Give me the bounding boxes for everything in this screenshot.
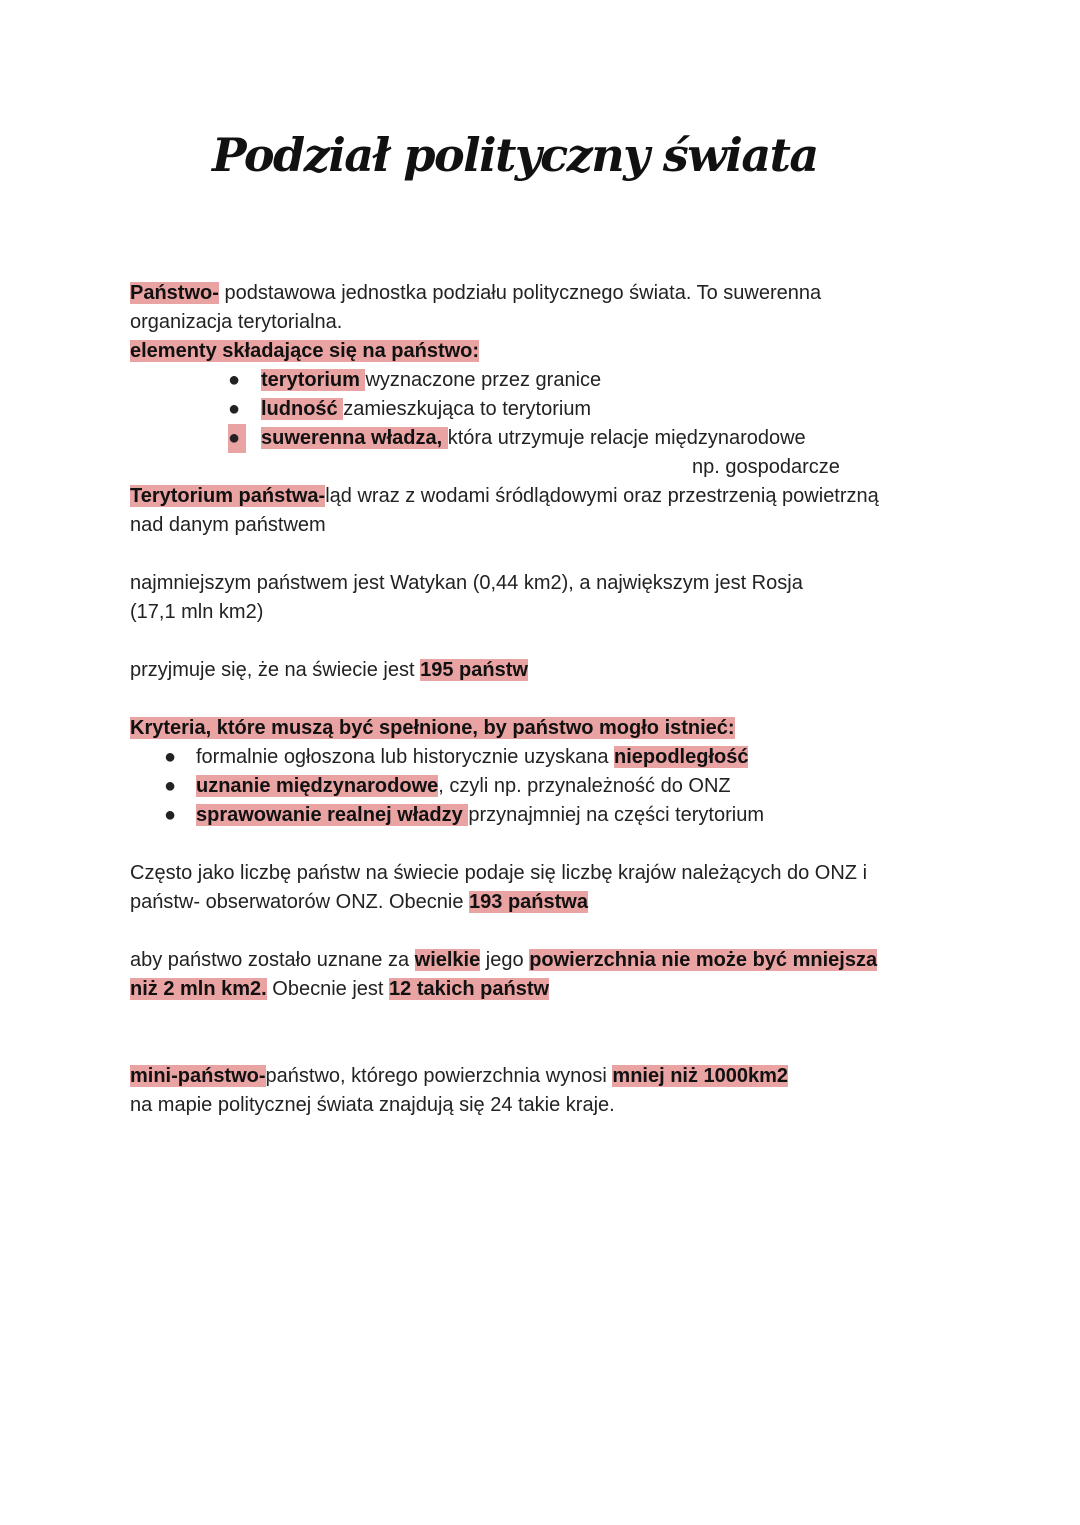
mini-term: mini-państwo- <box>130 1065 266 1087</box>
list-item <box>130 366 960 395</box>
bullet-icon: ● <box>164 775 177 797</box>
criteria-heading-text: Kryteria, które muszą być spełnione, by państwo mogło istnieć: <box>130 717 735 739</box>
definition-text: ląd wraz z wodami śródlądowymi oraz przestrzenią powietrzną <box>325 485 879 507</box>
list-item-text: przynajmniej na części terytorium <box>468 804 764 826</box>
list-item-term: suwerenna władza, <box>261 427 448 449</box>
list-item <box>130 743 960 772</box>
list-item-text: , czyli np. przynależność do ONZ <box>438 775 731 797</box>
list-item-term: ludność <box>261 398 344 420</box>
onz-value: 193 państwa <box>469 891 588 913</box>
list-item-term: terytorium <box>261 369 366 391</box>
list-item <box>130 801 960 830</box>
bullet-icon: ● <box>228 369 241 391</box>
definition-text: podstawowa jednostka podziału politycznego świata. To suwerenna <box>218 282 822 304</box>
elements-heading <box>130 337 960 366</box>
onz-fact-cont <box>130 888 960 917</box>
big-criterion: niż 2 mln km2. <box>130 978 267 1000</box>
definition-state <box>130 279 960 308</box>
big-state-fact <box>130 946 960 975</box>
list-item-continuation: np. gospodarcze <box>692 456 840 478</box>
big-state-fact-cont <box>130 975 960 1004</box>
big-count: 12 takich państw <box>389 978 550 1000</box>
term-territory: Terytorium państwa- <box>130 485 326 507</box>
mini-text: państwo, którego powierzchnia wynosi <box>265 1065 613 1087</box>
mini-state-fact <box>130 1062 960 1091</box>
bullet-icon: ● <box>164 804 177 826</box>
onz-fact: Często jako liczbę państw na świecie podaje się liczbę krajów należących do ONZ i <box>130 862 868 884</box>
bullet-icon: ● <box>228 424 246 453</box>
list-item-term: sprawowanie realnej władzy <box>196 804 469 826</box>
list-item-text: wyznaczone przez granice <box>365 369 602 391</box>
definition-territory-cont: nad danym państwem <box>130 514 326 536</box>
definition-state-cont: organizacja terytorialna. <box>130 311 343 333</box>
big-criterion: powierzchnia nie może być mniejsza <box>529 949 878 971</box>
list-item-term: niepodległość <box>614 746 749 768</box>
bullet-icon: ● <box>228 398 241 420</box>
term-state: Państwo- <box>130 282 219 304</box>
document-body <box>130 279 960 1120</box>
definition-territory <box>130 482 960 511</box>
big-text: Obecnie jest <box>266 978 390 1000</box>
size-fact: najmniejszym państwem jest Watykan (0,44 km2), a największym jest Rosja <box>130 572 803 594</box>
mini-value: mniej niż 1000km2 <box>612 1065 789 1087</box>
size-fact-cont: (17,1 mln km2) <box>130 601 264 623</box>
elements-heading-text: elementy składające się na państwo: <box>130 340 480 362</box>
onz-text: państw- obserwatorów ONZ. Obecnie <box>130 891 470 913</box>
criteria-heading <box>130 714 960 743</box>
big-term: wielkie <box>414 949 481 971</box>
list-item-text: zamieszkująca to terytorium <box>343 398 592 420</box>
count-value: 195 państw <box>420 659 528 681</box>
mini-state-fact-cont: na mapie politycznej świata znajdują się 24 takie kraje. <box>130 1094 615 1116</box>
list-item-text: formalnie ogłoszona lub historycznie uzyskana <box>196 746 614 768</box>
list-item-text: która utrzymuje relacje międzynarodowe <box>447 427 806 449</box>
list-item-term: uznanie międzynarodowe <box>196 775 439 797</box>
big-text: jego <box>480 949 530 971</box>
count-text: przyjmuje się, że na świecie jest <box>130 659 421 681</box>
list-item <box>130 424 960 453</box>
count-fact <box>130 656 960 685</box>
big-text: aby państwo zostało uznane za <box>130 949 415 971</box>
list-item <box>130 772 960 801</box>
page-title: Podział polityczny świata <box>212 128 818 182</box>
list-item <box>130 395 960 424</box>
bullet-icon: ● <box>164 746 177 768</box>
